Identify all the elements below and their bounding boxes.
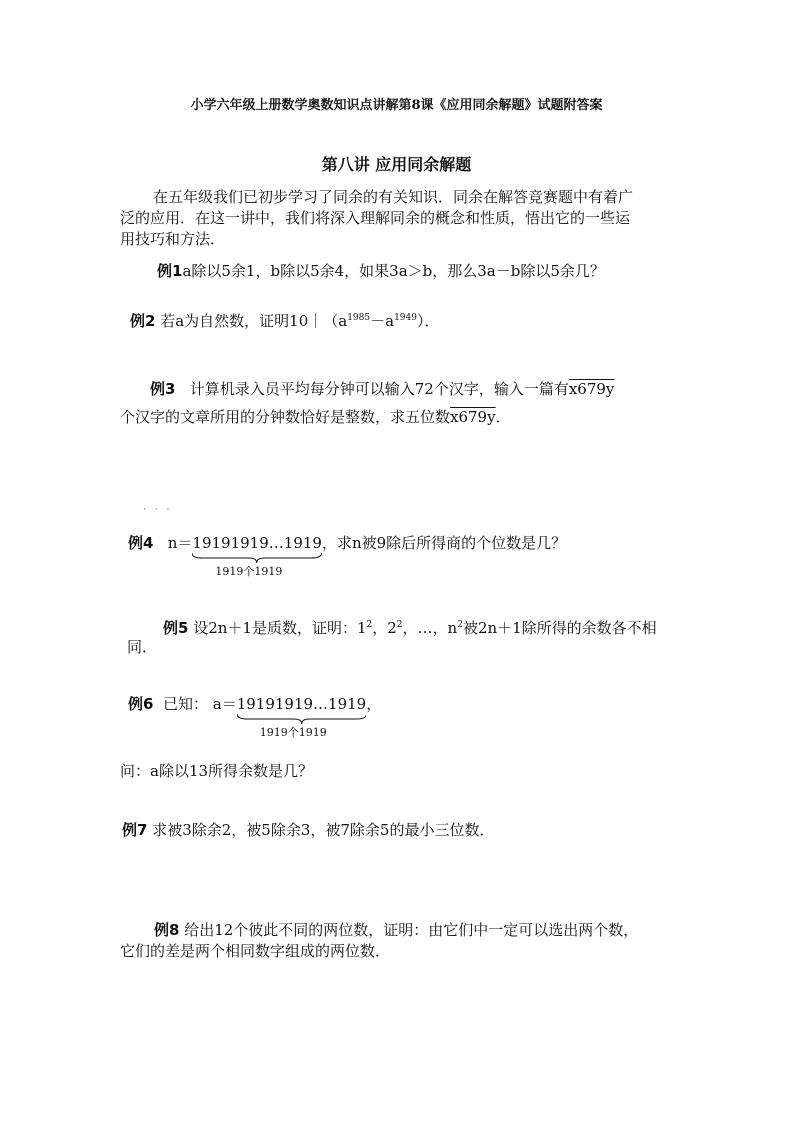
example-3-line-1 [150,382,614,397]
example-5-line-2: 同． [127,638,158,656]
example-3-line2-text: 个汉字的文章所用的分钟数恰好是整数，求五位数 [120,408,451,426]
example-5-exp-c: 2 [457,620,463,630]
example-2-pre: 若a为自然数，证明10｜（a [160,312,348,330]
example-2-exp2: 1949 [394,313,417,323]
example-6-label: 例6 [128,695,154,713]
example-3-number: x679y [568,380,615,398]
example-5-exp-b: 2 [396,620,403,630]
example-1-text: a除以5余1，b除以5余4，如果3a＞b，那么3a－b除以5余几？ [182,262,605,280]
example-2-post: ）． [416,312,440,330]
example-4 [128,534,567,578]
intro-line-2: 泛的应用．在这一讲中，我们将深入理解同余的概念和性质，悟出它的一些运 [120,209,631,227]
example-4-post: ，求n被9除后所得商的个位数是几？ [321,534,567,552]
lecture-title: 第八讲 应用同余解题 [321,155,472,174]
example-4-label: 例4 [128,534,154,552]
example-7-text: 求被3除余2，被5除余3，被7除余5的最小三位数． [152,821,495,839]
example-4-pre: n＝ [167,534,193,552]
example-2-exp1: 1985 [347,313,371,323]
example-8-line1: 给出12个彼此不同的两位数，证明：由它们中一定可以选出两个数， [184,921,639,939]
intro-line-3: 用技巧和方法． [120,230,226,248]
example-2 [130,314,439,329]
example-4-digits-group [192,534,322,578]
example-8-line-2: 它们的差是两个相同数字组成的两位数． [120,942,391,960]
example-6-pre: 已知： a＝ [162,695,237,713]
example-3-label: 例3 [150,380,176,398]
example-2-mid: －a [370,312,395,330]
example-6-post: ， [366,695,382,713]
intro-line-1: 在五年级我们已初步学习了同余的有关知识．同余在解答竞赛题中有着广 [153,188,634,206]
example-6-question: 问：a除以13所得余数是几？ [120,762,314,780]
example-5-exp-a: 2 [366,620,373,630]
example-1 [157,264,605,279]
example-5-label: 例5 [163,619,189,637]
decorative-dots: · · · [143,505,173,515]
example-6-underbrace [237,714,367,724]
example-5-mid2: ，…，n [402,619,458,637]
example-3-line-2 [120,410,511,425]
intro-paragraph [120,187,675,250]
example-6-brace-note: 1919个1919 [259,726,327,739]
example-8-line-1 [154,923,638,938]
example-7-label: 例7 [122,821,148,839]
example-3-line2-post: ． [495,408,511,426]
example-4-digits: 19191919…1919 [192,534,322,552]
example-3-number-2: x679y [450,408,496,426]
document-title: 小学六年级上册数学奥数知识点讲解第8课《应用同余解题》试题附答案 [190,98,603,113]
example-6-digits-group [236,695,367,739]
example-2-label: 例2 [130,312,156,330]
example-1-label: 例1 [157,262,183,280]
example-4-brace-note: 1919个1919 [215,565,283,578]
example-3-line1-text: 计算机录入员平均每分钟可以输入72个汉字，输入一篇有 [189,380,569,398]
example-5-pre: 设2n＋1是质数，证明：1 [193,619,367,637]
example-5-line-1 [163,621,657,636]
example-5-mid1: ，2 [372,619,397,637]
example-6-digits: 19191919…1919 [236,695,367,713]
example-7 [122,823,494,838]
example-4-underbrace [192,553,322,563]
example-8-label: 例8 [154,921,180,939]
example-5-post: 被2n＋1除所得的余数各不相 [462,619,657,637]
example-6 [128,695,382,739]
